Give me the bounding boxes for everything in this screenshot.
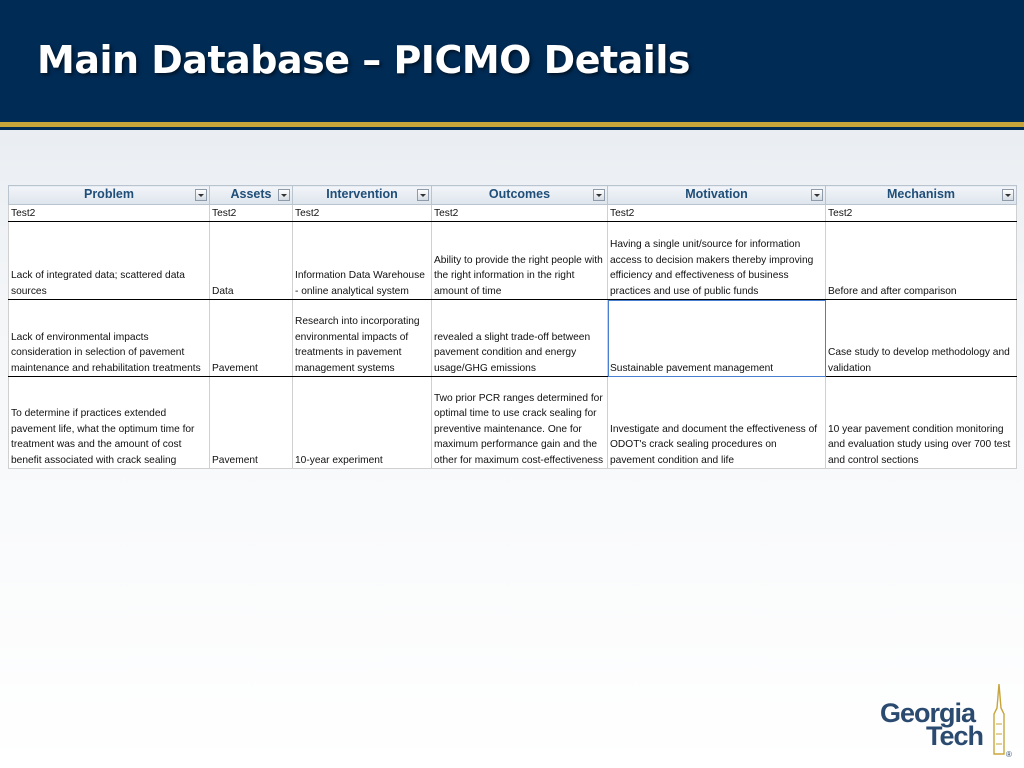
table-cell[interactable]: To determine if practices extended pavement life, what the optimum time for treatment was and the amount of cost benefit associated with crack sealing [9,377,210,469]
table-cell[interactable]: Two prior PCR ranges determined for optimal time to use crack sealing for preventive maintenance. One for maximum performance gain and the other for maximum cost-effectiveness [432,377,608,469]
column-header-motivation[interactable] [608,186,826,205]
tech-tower-icon [988,684,1010,756]
column-header-label: Assets [230,187,272,202]
registered-mark: ® [1006,750,1012,759]
table-cell[interactable]: Before and after comparison [826,222,1017,300]
table-row [9,205,1017,222]
column-header-label: Problem [83,187,134,202]
table-cell[interactable]: Test2 [210,205,293,222]
table-row [9,300,1017,377]
table-cell[interactable]: Pavement [210,300,293,377]
column-header-assets[interactable] [210,186,293,205]
table-cell[interactable]: Investigate and document the effectiveness of ODOT's crack sealing procedures on pavement condition and life [608,377,826,469]
table-cell[interactable]: Research into incorporating environmental impacts of treatments in pavement management systems [293,300,432,377]
picmo-table [8,185,1017,469]
filter-dropdown-icon[interactable] [417,189,429,201]
table-row [9,377,1017,469]
filter-dropdown-icon[interactable] [195,189,207,201]
column-header-mechanism[interactable] [826,186,1017,205]
table-cell[interactable]: 10 year pavement condition monitoring and evaluation study using over 700 test and control sections [826,377,1017,469]
filter-dropdown-icon[interactable] [593,189,605,201]
column-header-intervention[interactable] [293,186,432,205]
table-cell[interactable]: 10-year experiment [293,377,432,469]
table-cell[interactable]: Lack of environmental impacts consideration in selection of pavement maintenance and rehabilitation treatments [9,300,210,377]
table-cell[interactable]: revealed a slight trade-off between pavement condition and energy usage/GHG emissions [432,300,608,377]
column-header-label: Intervention [326,187,398,202]
table-cell[interactable]: Lack of integrated data; scattered data sources [9,222,210,300]
table-cell[interactable]: Test2 [608,205,826,222]
table-cell[interactable]: Test2 [432,205,608,222]
table-cell[interactable]: Having a single unit/source for information access to decision makers thereby improving efficiency and effectiveness of business practices and use of public funds [608,222,826,300]
table-cell[interactable]: Case study to develop methodology and validation [826,300,1017,377]
filter-dropdown-icon[interactable] [1002,189,1014,201]
table-cell[interactable]: Test2 [293,205,432,222]
table-cell[interactable]: Information Data Warehouse - online analytical system [293,222,432,300]
filter-dropdown-icon[interactable] [811,189,823,201]
table-row [9,222,1017,300]
table-cell[interactable]: Data [210,222,293,300]
navy-divider [0,127,1024,130]
logo-word-georgia: Georgia [880,698,976,728]
slide-header [0,0,1024,122]
picmo-table-container [8,185,1016,469]
filter-dropdown-icon[interactable] [278,189,290,201]
column-header-label: Outcomes [488,187,551,202]
table-cell[interactable]: Ability to provide the right people with the right information in the right amount of time [432,222,608,300]
column-header-problem[interactable] [9,186,210,205]
column-header-label: Mechanism [886,187,956,202]
table-cell[interactable]: Test2 [9,205,210,222]
georgia-tech-logo [876,690,1016,760]
column-header-outcomes[interactable] [432,186,608,205]
selected-table-cell[interactable]: Sustainable pavement management [608,300,826,377]
logo-word-tech: Tech [926,721,984,751]
slide-title: Main Database – PICMO Details [37,38,690,82]
column-header-label: Motivation [685,187,748,202]
table-cell[interactable]: Test2 [826,205,1017,222]
header-row [9,186,1017,205]
table-cell[interactable]: Pavement [210,377,293,469]
